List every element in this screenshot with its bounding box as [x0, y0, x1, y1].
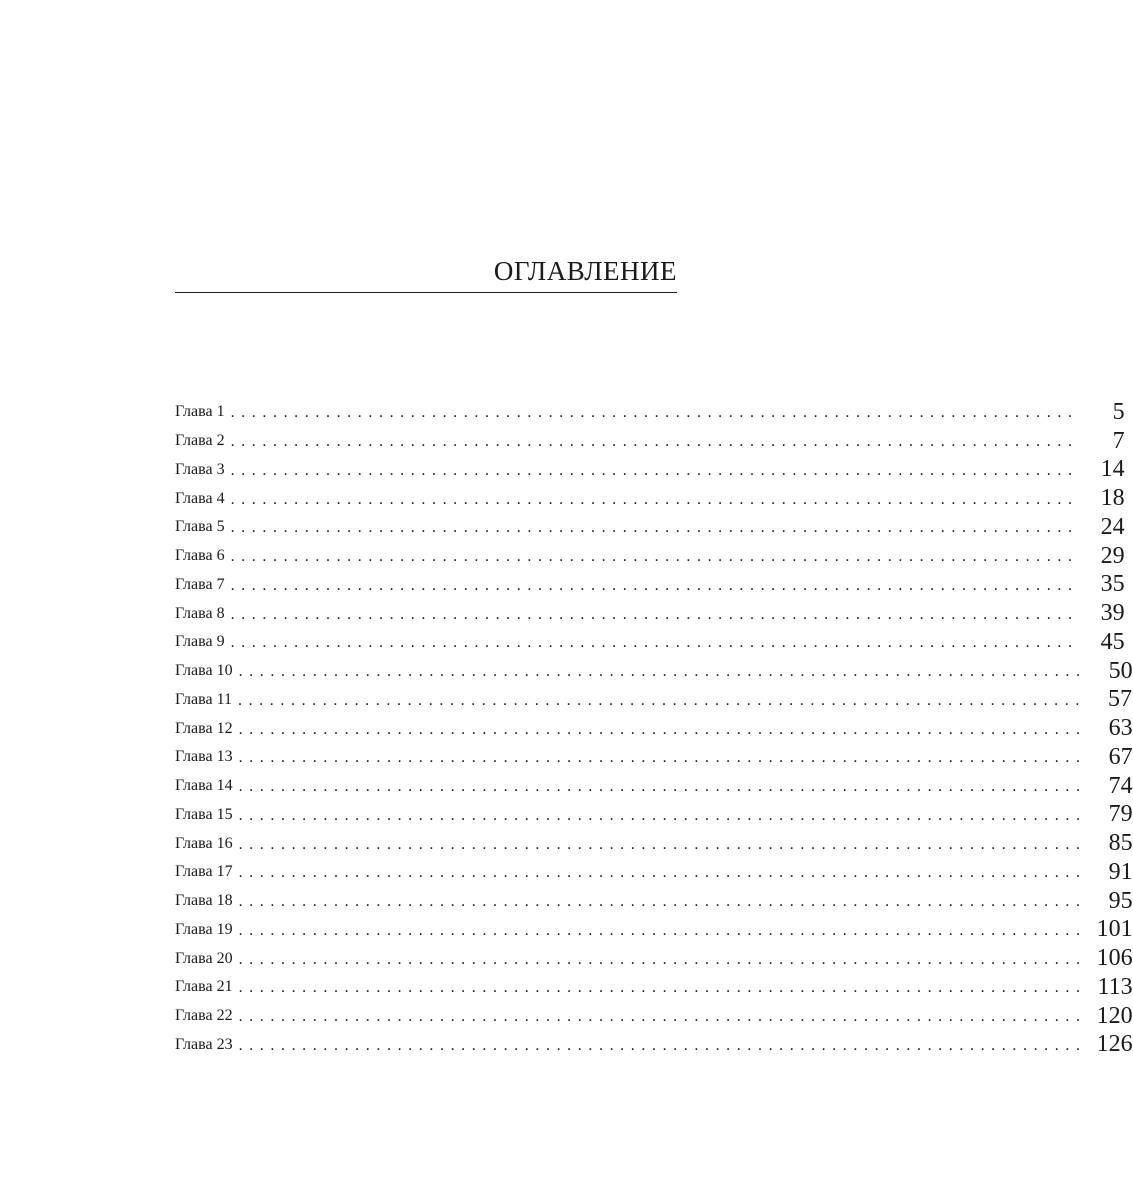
- toc-entry-label: Глава 21: [175, 978, 233, 996]
- toc-leader-dots: ................................................................................: [230, 576, 1079, 594]
- toc-entry-page: 113: [1097, 973, 1133, 1000]
- toc-leader-dots: ................................................................................: [238, 950, 1087, 968]
- toc-entry-label: Глава 7: [175, 575, 225, 593]
- toc-leader-dots: ................................................................................: [238, 893, 1087, 911]
- toc-leader-dots: ................................................................................: [237, 691, 1086, 709]
- toc-entry-label: Глава 2: [175, 432, 225, 450]
- toc-entry-label: Глава 6: [175, 547, 225, 565]
- toc-entry-label: Глава 17: [175, 863, 233, 881]
- toc-leader-dots: ................................................................................: [230, 433, 1079, 451]
- toc-entry-label: Глава 3: [175, 460, 225, 478]
- toc-entry[interactable]: [175, 944, 1133, 973]
- page-title: ОГЛАВЛЕНИЕ: [493, 256, 677, 286]
- toc-entry[interactable]: [175, 427, 1125, 456]
- toc-leader-dots: ................................................................................: [238, 864, 1087, 882]
- toc-entry-page: 95: [1108, 887, 1133, 914]
- toc-entry-label: Глава 19: [175, 920, 233, 938]
- toc-entry-page: 74: [1108, 772, 1133, 799]
- toc-entry-page: 14: [1100, 456, 1125, 483]
- toc-leader-dots: ................................................................................: [230, 461, 1079, 479]
- toc-entry-page: 35: [1100, 571, 1125, 598]
- toc-entry-page: 5: [1112, 398, 1125, 425]
- toc-entry-page: 29: [1100, 542, 1125, 569]
- toc-leader-dots: ................................................................................: [230, 605, 1079, 623]
- toc-entry-label: Глава 12: [175, 719, 233, 737]
- title-underline: [175, 292, 677, 293]
- toc-entry-page: 50: [1108, 657, 1133, 684]
- toc-leader-dots: ................................................................................: [230, 519, 1079, 537]
- toc-leader-dots: ................................................................................: [238, 663, 1087, 681]
- toc-entry-label: Глава 15: [175, 805, 233, 823]
- toc-leader-dots: ................................................................................: [230, 404, 1079, 422]
- toc-entry[interactable]: [175, 686, 1132, 715]
- toc-entry-page: 45: [1100, 628, 1125, 655]
- toc-entry[interactable]: [175, 1002, 1133, 1031]
- toc-leader-dots: ................................................................................: [238, 778, 1087, 796]
- toc-entry-page: 106: [1096, 945, 1133, 972]
- toc-entry[interactable]: [175, 829, 1133, 858]
- toc-entry-label: Глава 11: [175, 690, 232, 708]
- toc-leader-dots: ................................................................................: [238, 1036, 1087, 1054]
- toc-leader-dots: ................................................................................: [238, 806, 1087, 824]
- toc-entry[interactable]: [175, 858, 1133, 887]
- toc-entry[interactable]: [175, 513, 1125, 542]
- toc-leader-dots: ................................................................................: [238, 979, 1087, 997]
- toc-leader-dots: ................................................................................: [238, 1008, 1087, 1026]
- toc-entry-page: 57: [1107, 686, 1132, 713]
- toc-leader-dots: ................................................................................: [230, 490, 1079, 508]
- toc-entry[interactable]: [175, 887, 1133, 916]
- toc-entry[interactable]: [175, 916, 1133, 945]
- toc-leader-dots: ................................................................................: [238, 749, 1087, 767]
- toc-entry-page: 101: [1096, 916, 1133, 943]
- toc-entry[interactable]: [175, 772, 1133, 801]
- toc-entry[interactable]: [175, 973, 1133, 1002]
- toc-entry-label: Глава 22: [175, 1007, 233, 1025]
- toc-leader-dots: ................................................................................: [230, 634, 1079, 652]
- toc-entry-page: 126: [1096, 1031, 1133, 1058]
- toc-entry-label: Глава 23: [175, 1035, 233, 1053]
- toc-entry[interactable]: [175, 542, 1125, 571]
- toc-entry[interactable]: [175, 628, 1125, 657]
- toc-entry-page: 79: [1108, 801, 1133, 828]
- toc-entry-label: Глава 5: [175, 518, 225, 536]
- toc-entry-page: 91: [1108, 858, 1133, 885]
- toc-entry-page: 7: [1112, 427, 1125, 454]
- toc-entry[interactable]: [175, 714, 1133, 743]
- toc-entry-label: Глава 20: [175, 949, 233, 967]
- toc-entry-label: Глава 4: [175, 489, 225, 507]
- toc-entry[interactable]: [175, 657, 1133, 686]
- toc-leader-dots: ................................................................................: [230, 548, 1079, 566]
- toc-entry-page: 24: [1100, 513, 1125, 540]
- toc-entry-label: Глава 14: [175, 777, 233, 795]
- toc-entry[interactable]: [175, 743, 1133, 772]
- toc-entry[interactable]: [175, 599, 1125, 628]
- toc-leader-dots: ................................................................................: [238, 835, 1087, 853]
- toc-entry-label: Глава 13: [175, 748, 233, 766]
- toc-entry-page: 63: [1108, 715, 1133, 742]
- toc-entry[interactable]: [175, 456, 1125, 485]
- toc-entry-label: Глава 1: [175, 403, 225, 421]
- toc-leader-dots: ................................................................................: [238, 720, 1087, 738]
- toc-entry[interactable]: [175, 1031, 1133, 1060]
- toc-leader-dots: ................................................................................: [238, 921, 1087, 939]
- toc-entry-page: 120: [1096, 1002, 1133, 1029]
- toc-entry[interactable]: [175, 571, 1125, 600]
- toc-entry[interactable]: [175, 801, 1133, 830]
- toc-entry-page: 39: [1100, 600, 1125, 627]
- toc-entry-page: 85: [1108, 830, 1133, 857]
- toc-entry[interactable]: [175, 484, 1125, 513]
- toc-entry-label: Глава 16: [175, 834, 233, 852]
- toc-entry-label: Глава 9: [175, 633, 225, 651]
- toc-entry-page: 67: [1108, 743, 1133, 770]
- toc-entry-label: Глава 8: [175, 604, 225, 622]
- toc-entry-page: 18: [1100, 485, 1125, 512]
- toc-entry[interactable]: [175, 398, 1125, 427]
- table-of-contents: [175, 398, 1133, 1059]
- toc-entry-label: Глава 10: [175, 662, 233, 680]
- toc-entry-label: Глава 18: [175, 892, 233, 910]
